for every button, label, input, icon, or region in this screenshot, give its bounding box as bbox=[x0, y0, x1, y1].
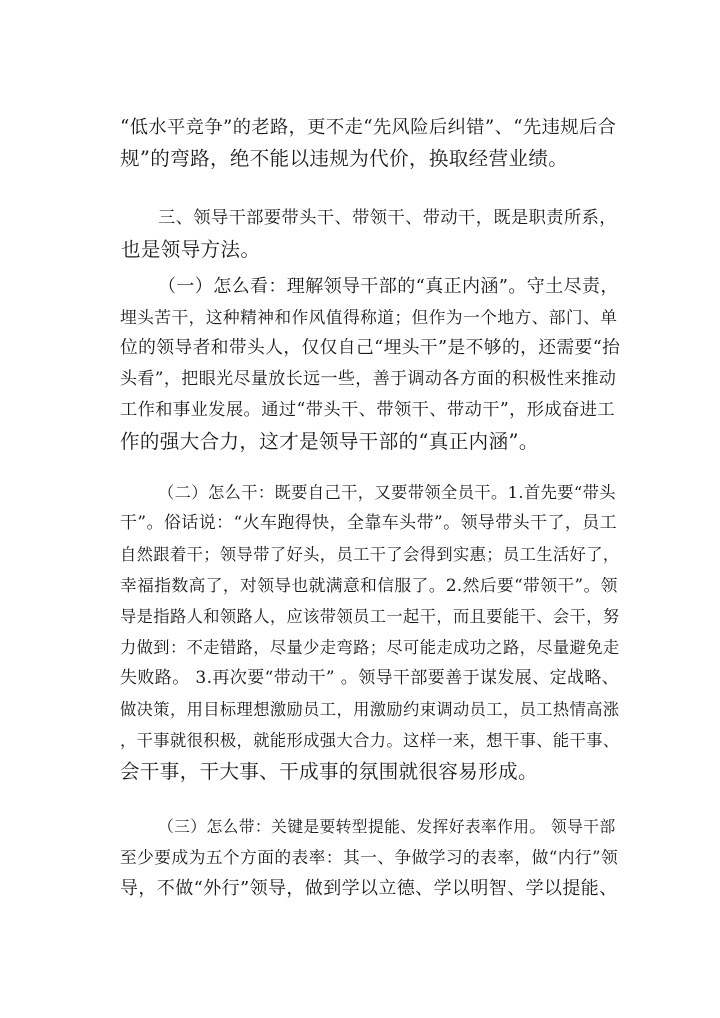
text-line: ，干事就很积极，就能形成强大合力。这样一来，想干事、能干事、 bbox=[120, 731, 620, 750]
text-line: 自然跟着干；领导带了好头，员工干了会得到实惠；员工生活好了， bbox=[120, 545, 620, 564]
paragraph-intro bbox=[120, 112, 620, 174]
text-line: 头看”，把眼光尽量放长远一些，善于调动各方面的积极性来推动 bbox=[120, 369, 617, 389]
text-line: （三）怎么带：关键是要转型提能、发挥好表率作用。 领导干部 bbox=[158, 817, 616, 836]
text-line: 导，不做“外行”领导，做到学以立德、学以明智、学以提能、 bbox=[120, 878, 618, 899]
paragraph-3 bbox=[120, 811, 620, 904]
text-line: 位的领导者和带头人，仅仅自己“埋头干”是不够的，还需要“抬 bbox=[120, 338, 621, 358]
text-line: 会干事，干大事、干成事的氛围就很容易形成。 bbox=[120, 760, 538, 783]
text-line: “低水平竞争”的老路，更不走“先风险后纠错”、“先违规后合 bbox=[120, 117, 617, 138]
text-line: 埋头苦干，这种精神和作风值得称道；但作为一个地方、部门、单 bbox=[120, 307, 618, 327]
text-line: 三、领导干部要带头干、带领干、带动干，既是职责所系， bbox=[158, 208, 617, 228]
text-line: 规”的弯路，绝不能以违规为代价，换取经营业绩。 bbox=[120, 147, 569, 170]
text-line: 作的强大合力，这才是领导干部的“真正内涵”。 bbox=[120, 430, 539, 453]
paragraph-2 bbox=[120, 477, 620, 787]
section-heading bbox=[120, 203, 620, 265]
text-line: （一）怎么看：理解领导干部的“真正内涵”。守土尽责， bbox=[158, 276, 619, 297]
text-line: 也是领导方法。 bbox=[121, 238, 261, 261]
text-line: 导是指路人和领路人，应该带领员工一起干，而且要能干、会干，努 bbox=[120, 607, 620, 626]
text-line: 工作和事业发展。通过“带头干、带领干、带动干”，形成奋进工 bbox=[120, 400, 615, 420]
paragraph-1 bbox=[120, 271, 620, 457]
text-line: 力做到：不走错路，尽量少走弯路；尽可能走成功之路，尽量避免走 bbox=[120, 638, 620, 657]
text-line: 做决策，用目标理想激励员工，用激励约束调动员工，员工热情高涨 bbox=[120, 700, 620, 719]
text-line: 幸福指数高了，对领导也就满意和信服了。2.然后要“带领干”。领 bbox=[120, 575, 618, 595]
text-line: 至少要成为五个方面的表率：其一、争做学习的表率，做“内行”领 bbox=[120, 847, 619, 867]
text-line: 干”。俗话说：“火车跑得快，全靠车头带”。领导带头干了，员工 bbox=[120, 513, 618, 533]
text-line: 失败路。 3.再次要“带动干” 。领导干部要善于谋发展、定战略、 bbox=[120, 668, 620, 688]
text-line: （二）怎么干：既要自己干，又要带领全员干。1.首先要“带头 bbox=[158, 483, 616, 502]
